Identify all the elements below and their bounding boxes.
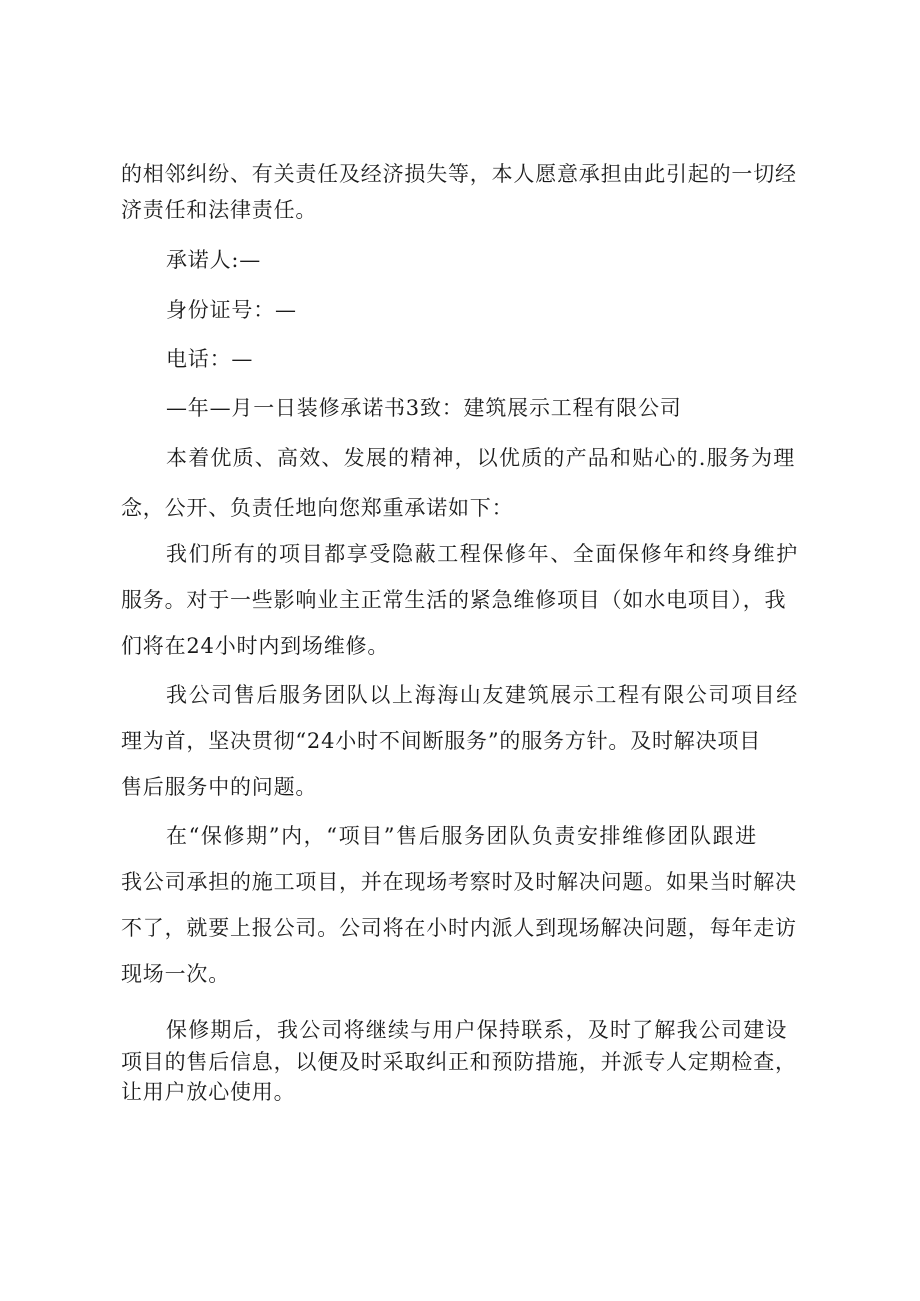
text-line: 理为首，坚决贯彻“24小时不间断服务”的服务方针。及时解决项目	[121, 729, 761, 753]
text-line: 本着优质、高效、发展的精神，以优质的产品和贴心的.服务为理	[166, 446, 796, 470]
text-line: 在“保修期”内，“项目”售后服务团队负责安排维修团队跟进	[166, 824, 758, 848]
id-number-label: 身份证号：—	[166, 298, 297, 322]
promisor-label: 承诺人:—	[166, 248, 262, 272]
text-line: 服务。对于一些影响业主正常生活的紧急维修项目（如水电项目），我	[121, 588, 787, 612]
text-line: 让用户放心使用。	[121, 1080, 296, 1104]
text-line: 念，公开、负责任地向您郑重承诺如下：	[121, 496, 514, 520]
text-line: 我们所有的项目都享受隐蔽工程保修年、全面保修年和终身维护	[166, 542, 799, 566]
text-line: 保修期后，我公司将继续与用户保持联系，及时了解我公司建设	[166, 1018, 788, 1042]
date-and-recipient-line: —年—月一日装修承诺书3致：建筑展示工程有限公司	[166, 396, 682, 420]
phone-label: 电话：—	[166, 347, 254, 371]
text-line: 的相邻纠纷、有关责任及经济损失等，本人愿意承担由此引起的一切经	[121, 162, 797, 186]
text-line: 售后服务中的问题。	[121, 775, 318, 799]
text-line: 不了，就要上报公司。公司将在小时内派人到现场解决问题，每年走访	[121, 916, 797, 940]
text-line: 我公司承担的施工项目，并在现场考察时及时解决问题。如果当时解决	[121, 870, 797, 894]
text-line: 济责任和法律责任。	[121, 198, 318, 222]
text-line: 现场一次。	[121, 962, 230, 986]
text-line: 我公司售后服务团队以上海海山友建筑展示工程有限公司项目经	[166, 683, 799, 707]
text-line: 们将在24小时内到场维修。	[121, 634, 390, 658]
text-line: 项目的售后信息，以便及时采取纠正和预防措施，并派专人定期检查，	[121, 1050, 797, 1074]
